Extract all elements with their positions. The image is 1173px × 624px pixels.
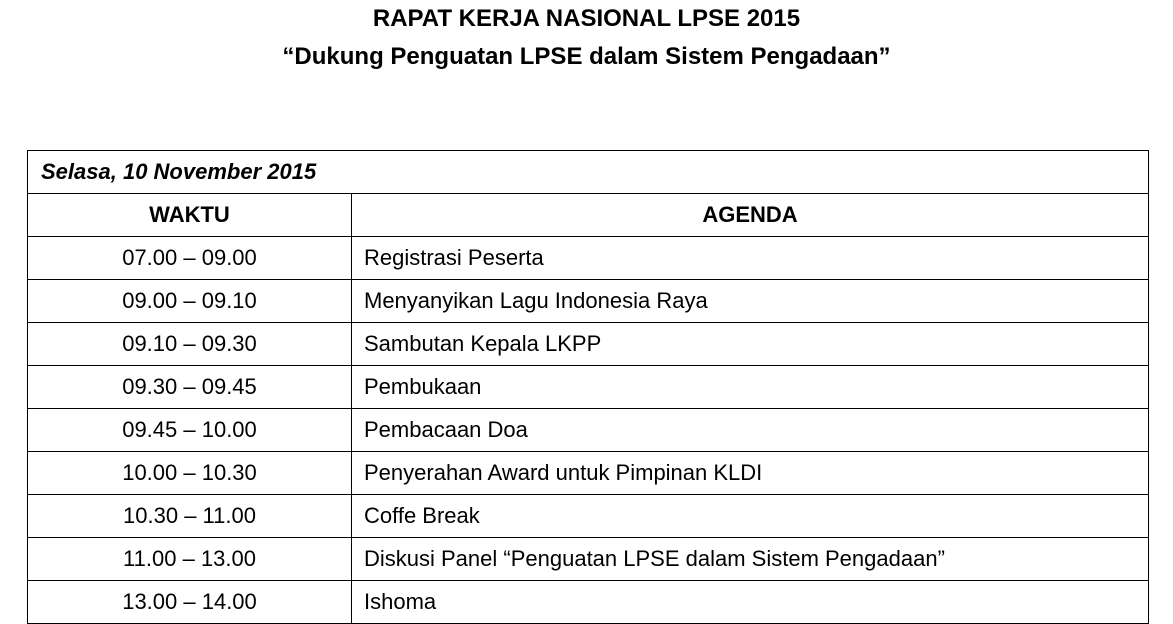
date-row (28, 151, 1149, 194)
column-header-time: WAKTU (28, 194, 352, 237)
table-row (28, 409, 1149, 452)
schedule-date: Selasa, 10 November 2015 (28, 151, 1149, 194)
table-row (28, 237, 1149, 280)
time-cell: 13.00 – 14.00 (28, 581, 352, 624)
agenda-cell: Menyanyikan Lagu Indonesia Raya (352, 280, 1149, 323)
table-row (28, 280, 1149, 323)
table-row (28, 581, 1149, 624)
agenda-cell: Ishoma (352, 581, 1149, 624)
time-cell: 09.00 – 09.10 (28, 280, 352, 323)
time-cell: 09.45 – 10.00 (28, 409, 352, 452)
time-cell: 09.30 – 09.45 (28, 366, 352, 409)
time-cell: 10.00 – 10.30 (28, 452, 352, 495)
header-row (28, 194, 1149, 237)
table-row (28, 495, 1149, 538)
agenda-cell: Registrasi Peserta (352, 237, 1149, 280)
time-cell: 10.30 – 11.00 (28, 495, 352, 538)
schedule-table (27, 150, 1149, 624)
table-row (28, 366, 1149, 409)
time-cell: 09.10 – 09.30 (28, 323, 352, 366)
agenda-cell: Coffe Break (352, 495, 1149, 538)
table-row (28, 538, 1149, 581)
column-header-agenda: AGENDA (352, 194, 1149, 237)
document-subtitle: “Dukung Penguatan LPSE dalam Sistem Pengadaan” (282, 43, 891, 70)
document-title: RAPAT KERJA NASIONAL LPSE 2015 (372, 5, 801, 32)
agenda-cell: Pembacaan Doa (352, 409, 1149, 452)
agenda-cell: Penyerahan Award untuk Pimpinan KLDI (352, 452, 1149, 495)
agenda-cell: Pembukaan (352, 366, 1149, 409)
table-row (28, 452, 1149, 495)
time-cell: 07.00 – 09.00 (28, 237, 352, 280)
table-row (28, 323, 1149, 366)
time-cell: 11.00 – 13.00 (28, 538, 352, 581)
agenda-cell: Diskusi Panel “Penguatan LPSE dalam Sistem Pengadaan” (352, 538, 1149, 581)
agenda-cell: Sambutan Kepala LKPP (352, 323, 1149, 366)
